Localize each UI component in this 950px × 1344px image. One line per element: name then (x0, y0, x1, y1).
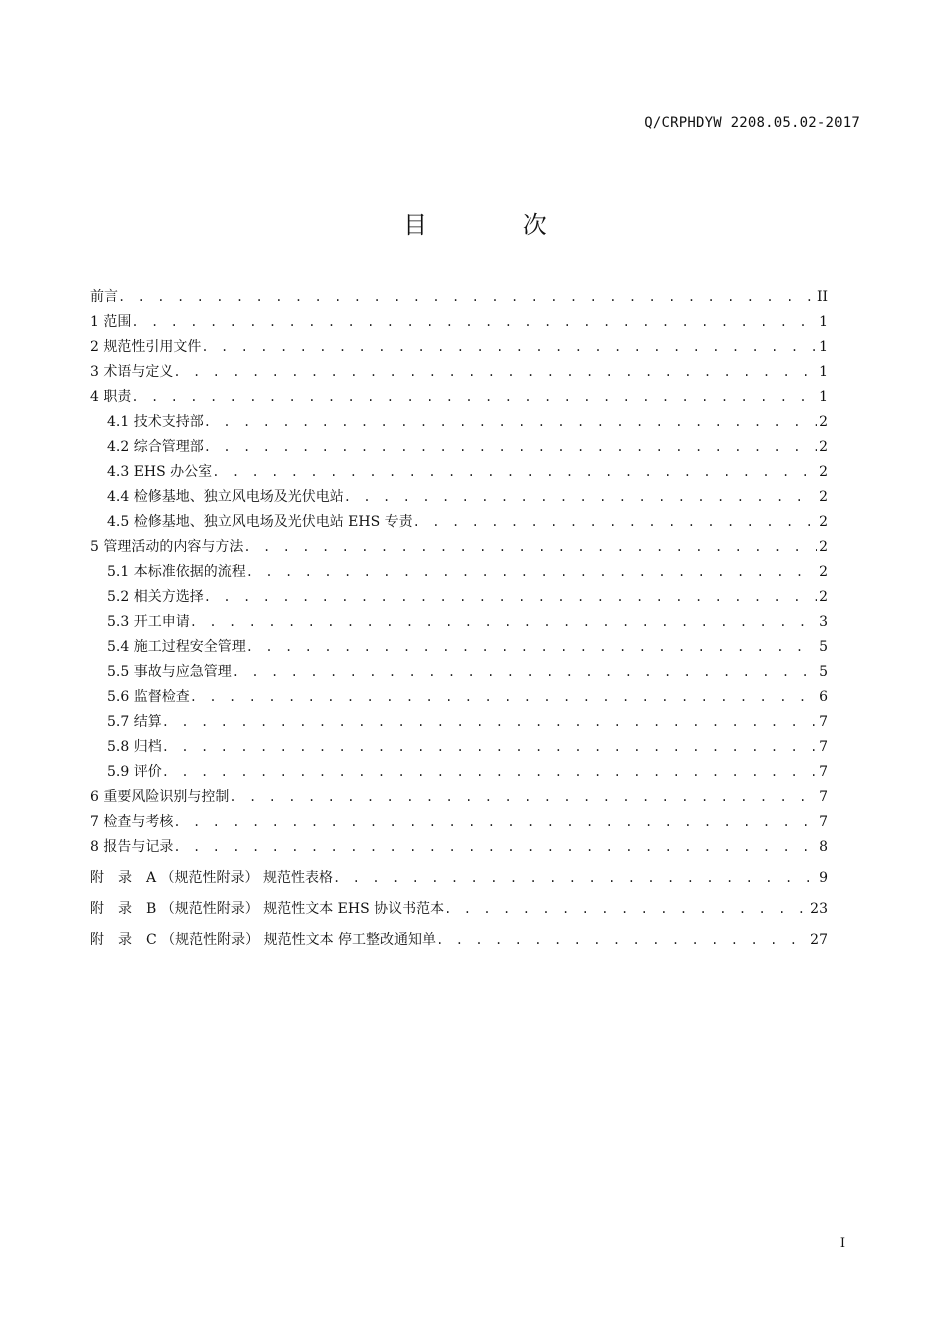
toc-title: 目 次 (403, 211, 591, 239)
toc-entry[interactable] (90, 461, 828, 486)
toc-entry[interactable] (90, 386, 828, 411)
toc-entry-page: 2 (819, 564, 828, 580)
toc-entry-page: 2 (819, 489, 828, 505)
toc-leader-dots (229, 790, 817, 804)
toc-entry[interactable] (90, 736, 828, 761)
toc-entry[interactable] (90, 536, 828, 561)
toc-entry[interactable] (90, 511, 828, 536)
toc-leader-dots (212, 465, 817, 479)
toc-leader-dots (173, 815, 817, 829)
document-code: Q/CRPHDYW 2208.05.02-2017 (644, 115, 860, 131)
toc-entry-page: 2 (819, 439, 828, 455)
toc-leader-dots (444, 902, 808, 916)
toc-entry-label: 1 范围 (90, 314, 132, 330)
toc-entry-page: 7 (819, 789, 828, 805)
toc-entry-label: 5.6 监督检查 (107, 689, 190, 705)
toc-entry-label: 4.5 检修基地、独立风电场及光伏电站 EHS 专责 (107, 514, 413, 530)
toc-leader-dots (243, 540, 817, 554)
toc-leader-dots (246, 565, 817, 579)
toc-leader-dots (201, 340, 817, 354)
toc-leader-dots (162, 715, 817, 729)
toc-leader-dots (344, 490, 817, 504)
toc-entry-label: 5.8 归档 (107, 739, 162, 755)
toc-entry-label: 5 管理活动的内容与方法 (90, 539, 244, 555)
toc-entry[interactable] (90, 786, 828, 811)
toc-entry[interactable] (90, 436, 828, 461)
toc-entry-label: 4.1 技术支持部 (107, 414, 204, 430)
toc-entry[interactable] (90, 286, 828, 311)
toc-entry-page: 1 (819, 364, 828, 380)
toc-entry[interactable] (90, 486, 828, 511)
toc-leader-dots (190, 615, 817, 629)
toc-entry[interactable] (90, 867, 828, 898)
toc-entry-label: 5.7 结算 (107, 714, 162, 730)
toc-leader-dots (246, 640, 817, 654)
toc-entry-label: 4.2 综合管理部 (107, 439, 204, 455)
toc-entry-label: 附 录 C （规范性附录） 规范性文本 停工整改通知单 (90, 932, 437, 948)
toc-entry-label: 6 重要风险识别与控制 (90, 789, 230, 805)
toc-leader-dots (333, 871, 817, 885)
toc-entry[interactable] (90, 561, 828, 586)
toc-entry-page: 1 (819, 389, 828, 405)
toc-leader-dots (232, 665, 817, 679)
toc-entry-label: 5.2 相关方选择 (107, 589, 204, 605)
toc-entry-label: 附 录 B （规范性附录） 规范性文本 EHS 协议书范本 (90, 901, 445, 917)
toc-entry-page: 7 (819, 814, 828, 830)
toc-entry[interactable] (90, 761, 828, 786)
toc-entry-page: II (816, 289, 828, 305)
toc-entry-label: 5.9 评价 (107, 764, 162, 780)
toc-entry-page: 8 (819, 839, 828, 855)
toc-leader-dots (204, 415, 817, 429)
toc-entry-label: 7 检查与考核 (90, 814, 174, 830)
toc-entry-page: 2 (819, 589, 828, 605)
toc-entry[interactable] (90, 586, 828, 611)
toc-entry-label: 5.4 施工过程安全管理 (107, 639, 246, 655)
toc-entry-label: 前言 (90, 289, 118, 305)
toc-entry-page: 5 (819, 664, 828, 680)
toc-entry-label: 4.3 EHS 办公室 (107, 464, 213, 480)
toc-leader-dots (162, 765, 817, 779)
toc-leader-dots (131, 390, 817, 404)
toc-entry-label: 2 规范性引用文件 (90, 339, 202, 355)
toc-entry-page: 3 (819, 614, 828, 630)
toc-entry-page: 27 (810, 932, 828, 948)
toc-entry-label: 4.4 检修基地、独立风电场及光伏电站 (107, 489, 344, 505)
toc-entry[interactable] (90, 711, 828, 736)
toc-entry-page: 9 (819, 870, 828, 886)
toc-entry-label: 8 报告与记录 (90, 839, 174, 855)
toc-leader-dots (162, 740, 817, 754)
toc-entry[interactable] (90, 811, 828, 836)
toc-entry-page: 2 (819, 464, 828, 480)
table-of-contents (90, 286, 828, 960)
toc-entry-page: 7 (819, 714, 828, 730)
toc-entry-page: 6 (819, 689, 828, 705)
toc-leader-dots (436, 933, 808, 947)
toc-entry-label: 5.1 本标准依据的流程 (107, 564, 246, 580)
toc-entry[interactable] (90, 636, 828, 661)
toc-leader-dots (190, 690, 817, 704)
toc-entry[interactable] (90, 611, 828, 636)
toc-entry[interactable] (90, 411, 828, 436)
toc-entry[interactable] (90, 836, 828, 861)
toc-entry-page: 1 (819, 339, 828, 355)
toc-entry-page: 5 (819, 639, 828, 655)
toc-entry[interactable] (90, 311, 828, 336)
toc-entry-page: 2 (819, 514, 828, 530)
toc-entry-page: 23 (810, 901, 828, 917)
toc-entry-label: 附 录 A （规范性附录） 规范性表格 (90, 870, 334, 886)
toc-leader-dots (413, 515, 817, 529)
toc-entry-label: 4 职责 (90, 389, 132, 405)
toc-entry-label: 5.3 开工申请 (107, 614, 190, 630)
toc-leader-dots (204, 440, 817, 454)
page-number: I (839, 1236, 845, 1251)
toc-entry[interactable] (90, 898, 828, 929)
toc-entry-page: 2 (819, 414, 828, 430)
toc-entry-label: 3 术语与定义 (90, 364, 174, 380)
toc-leader-dots (118, 290, 815, 304)
toc-entry[interactable] (90, 661, 828, 686)
toc-entry-page: 1 (819, 314, 828, 330)
toc-entry-page: 7 (819, 764, 828, 780)
toc-entry[interactable] (90, 929, 828, 960)
toc-entry[interactable] (90, 336, 828, 361)
toc-entry[interactable] (90, 686, 828, 711)
toc-leader-dots (173, 840, 817, 854)
toc-leader-dots (173, 365, 817, 379)
toc-entry-label: 5.5 事故与应急管理 (107, 664, 232, 680)
toc-leader-dots (131, 315, 817, 329)
toc-leader-dots (204, 590, 817, 604)
toc-entry-page: 7 (819, 739, 828, 755)
toc-entry[interactable] (90, 361, 828, 386)
toc-entry-page: 2 (819, 539, 828, 555)
